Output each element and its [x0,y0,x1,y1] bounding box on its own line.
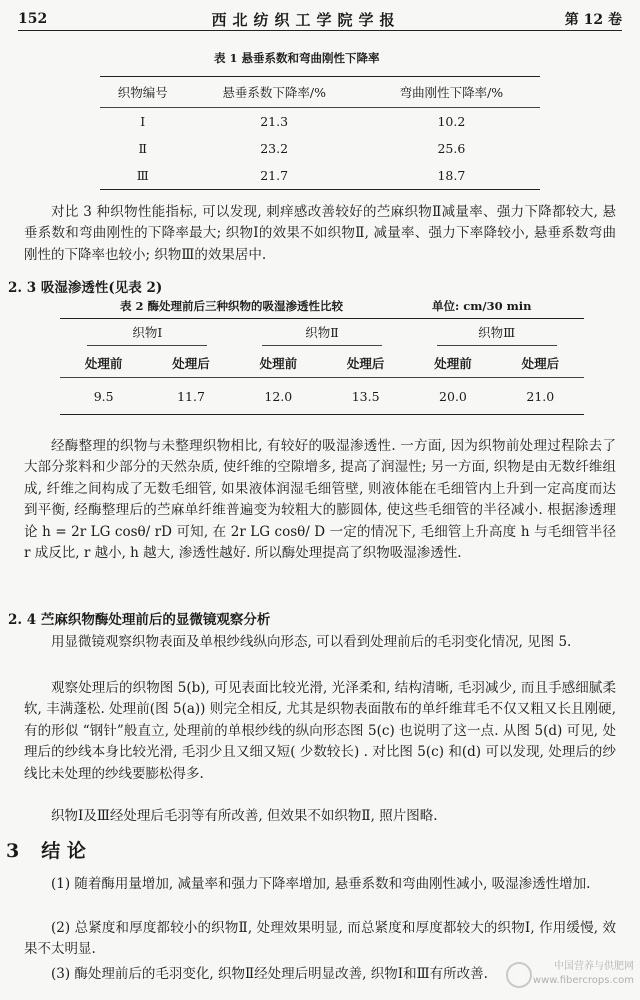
journal-name: 西北纺织工学院学报 [211,10,401,29]
table2-group: 织物Ⅰ [87,323,207,346]
table2-cell: 11.7 [177,388,205,404]
paragraph-microscope: 用显微镜观察织物表面及单根纱线纵向形态, 可以看到处理前后的毛羽变化情况, 见图 5. [51,634,572,650]
table2-subheader: 处理后 [497,349,584,378]
table1-cell: Ⅰ [140,114,146,129]
page-number: 152 [18,11,48,27]
section-3-heading [6,836,86,863]
section-3-title: 结 论 [41,840,86,862]
table2-cell: 13.5 [351,388,380,404]
table2-unit: 单位: cm/30 min [432,299,532,313]
section-3-number: 3 [6,840,20,862]
watermark-line: www.fibercrops.com [532,975,634,986]
table1 [100,76,540,190]
volume-label: 第 12 卷 [564,12,622,28]
watermark-logo-icon [506,962,532,988]
table2-title: 表 2 酶处理前后三种织物的吸湿渗透性比较 [120,299,344,313]
running-header [18,8,622,31]
section-2-4-heading: 2. 4 苎麻织物酶处理前后的显微镜观察分析 [8,612,271,628]
table2-subheader: 处理后 [147,349,234,378]
conclusion-item: (3) 酶处理前后的毛羽变化, 织物Ⅱ经处理后明显改善, 织物Ⅰ和Ⅲ有所改善. [51,966,488,982]
table2-subheader: 处理后 [322,349,409,378]
table2-cell: 9.5 [93,388,114,404]
table1-cell: Ⅲ [136,168,149,183]
paragraph-observation: 观察处理后的织物图 5(b), 可见表面比较光滑, 光泽柔和, 结构清晰, 毛羽减少, 而且手感细腻柔软, 丰满蓬松. 处理前(图 5(a)) 则完全相反, 尤其是织物表面散布的单纤维茸毛不仅又粗又长且刚硬, 有的形似 “钢针”般直立, 处理前的单根纱线的纵向形态图 5(c) 也说明了这一点. 从图 5(d) 可见, 处理后的纱线本身比较光滑, 毛羽少且又细又短( 少数较长) . 对比图 5(c) 和(d) 可以发现, 处理后的纱线比未处理的纱线要膨松得多. [24,680,616,782]
table1-cell: 23.2 [260,141,289,156]
conclusion-item: (2) 总紧度和厚度都较小的织物Ⅱ, 处理效果明显, 而总紧度和厚度都较大的织物Ⅰ, 作用缓慢, 效果不太明显. [24,920,616,958]
paragraph-fabric-note: 织物Ⅰ及Ⅲ经处理后毛羽等有所改善, 但效果不如织物Ⅱ, 照片图略. [51,808,438,824]
paragraph-permeability: 经酶整理的织物与未整理织物相比, 有较好的吸湿渗透性. 一方面, 因为织物前处理过程除去了大部分浆料和少部分的天然杂质, 使纤维的空隙增多, 提高了润湿性; 另一方面, 织物是由无数纤维组成, 纤维之间构成了无数毛细管, 如果液体润湿毛细管壁, 则液体能在毛细管内上升到一定高度而达到平衡, 经酶整理后的苎麻单纤维普遍变为较粗大的膨圆体, 使这些毛细管的半径减小. 根据渗透理论 h = 2r LG cosθ/ rD 可知, 在 2r LG cosθ/ D 一定的情况下, 毛细管上升高度 h 与毛细管半径 r 成反比, r 越小, h 越大, 渗透性越好. 所以酶处理提高了织物吸湿渗透性. [24,438,616,562]
table1-cell: 10.2 [437,114,466,129]
table1-cell: 21.3 [260,114,289,129]
section-2-3-heading: 2. 3 吸湿渗透性(见表 2) [8,280,163,296]
table1-cell: Ⅱ [138,141,148,156]
table1-header: 弯曲刚性下降率/% [363,77,540,108]
table1-header: 悬垂系数下降率/% [186,77,363,108]
table-row [60,378,584,415]
watermark-line: 中国营养与供肥网 [554,961,634,972]
table2-subheader: 处理前 [235,349,322,378]
table2-cell: 12.0 [264,388,293,404]
table1-title: 表 1 悬垂系数和弯曲刚性下降率 [214,51,380,65]
table-row [100,162,540,190]
table2-cell: 21.0 [526,388,555,404]
table-row [100,135,540,162]
table1-cell: 25.6 [437,141,466,156]
table2-group: 织物Ⅲ [437,323,557,346]
table-row [100,108,540,136]
table2-cell: 20.0 [439,388,467,404]
conclusion-item: (1) 随着酶用量增加, 减量率和强力下降率增加, 悬垂系数和弯曲刚性减小, 吸湿渗透性增加. [51,876,591,892]
table1-cell: 21.7 [260,168,289,183]
table2 [60,318,584,415]
table1-cell: 18.7 [437,168,466,183]
table2-subheader: 处理前 [60,349,147,378]
watermark [506,960,634,994]
paragraph-comparison: 对比 3 种织物性能指标, 可以发现, 刺痒感改善较好的苎麻织物Ⅱ减量率、强力下降都较大, 悬垂系数和弯曲刚性的下降率最大; 织物Ⅰ的效果不如织物Ⅱ, 减量率、强力下率降较小, 悬垂系数弯曲刚性的下降率也较小; 织物Ⅲ的效果居中. [24,204,616,263]
table1-header: 织物编号 [100,77,186,108]
table2-subheader: 处理前 [409,349,496,378]
table2-group: 织物Ⅱ [262,323,382,346]
